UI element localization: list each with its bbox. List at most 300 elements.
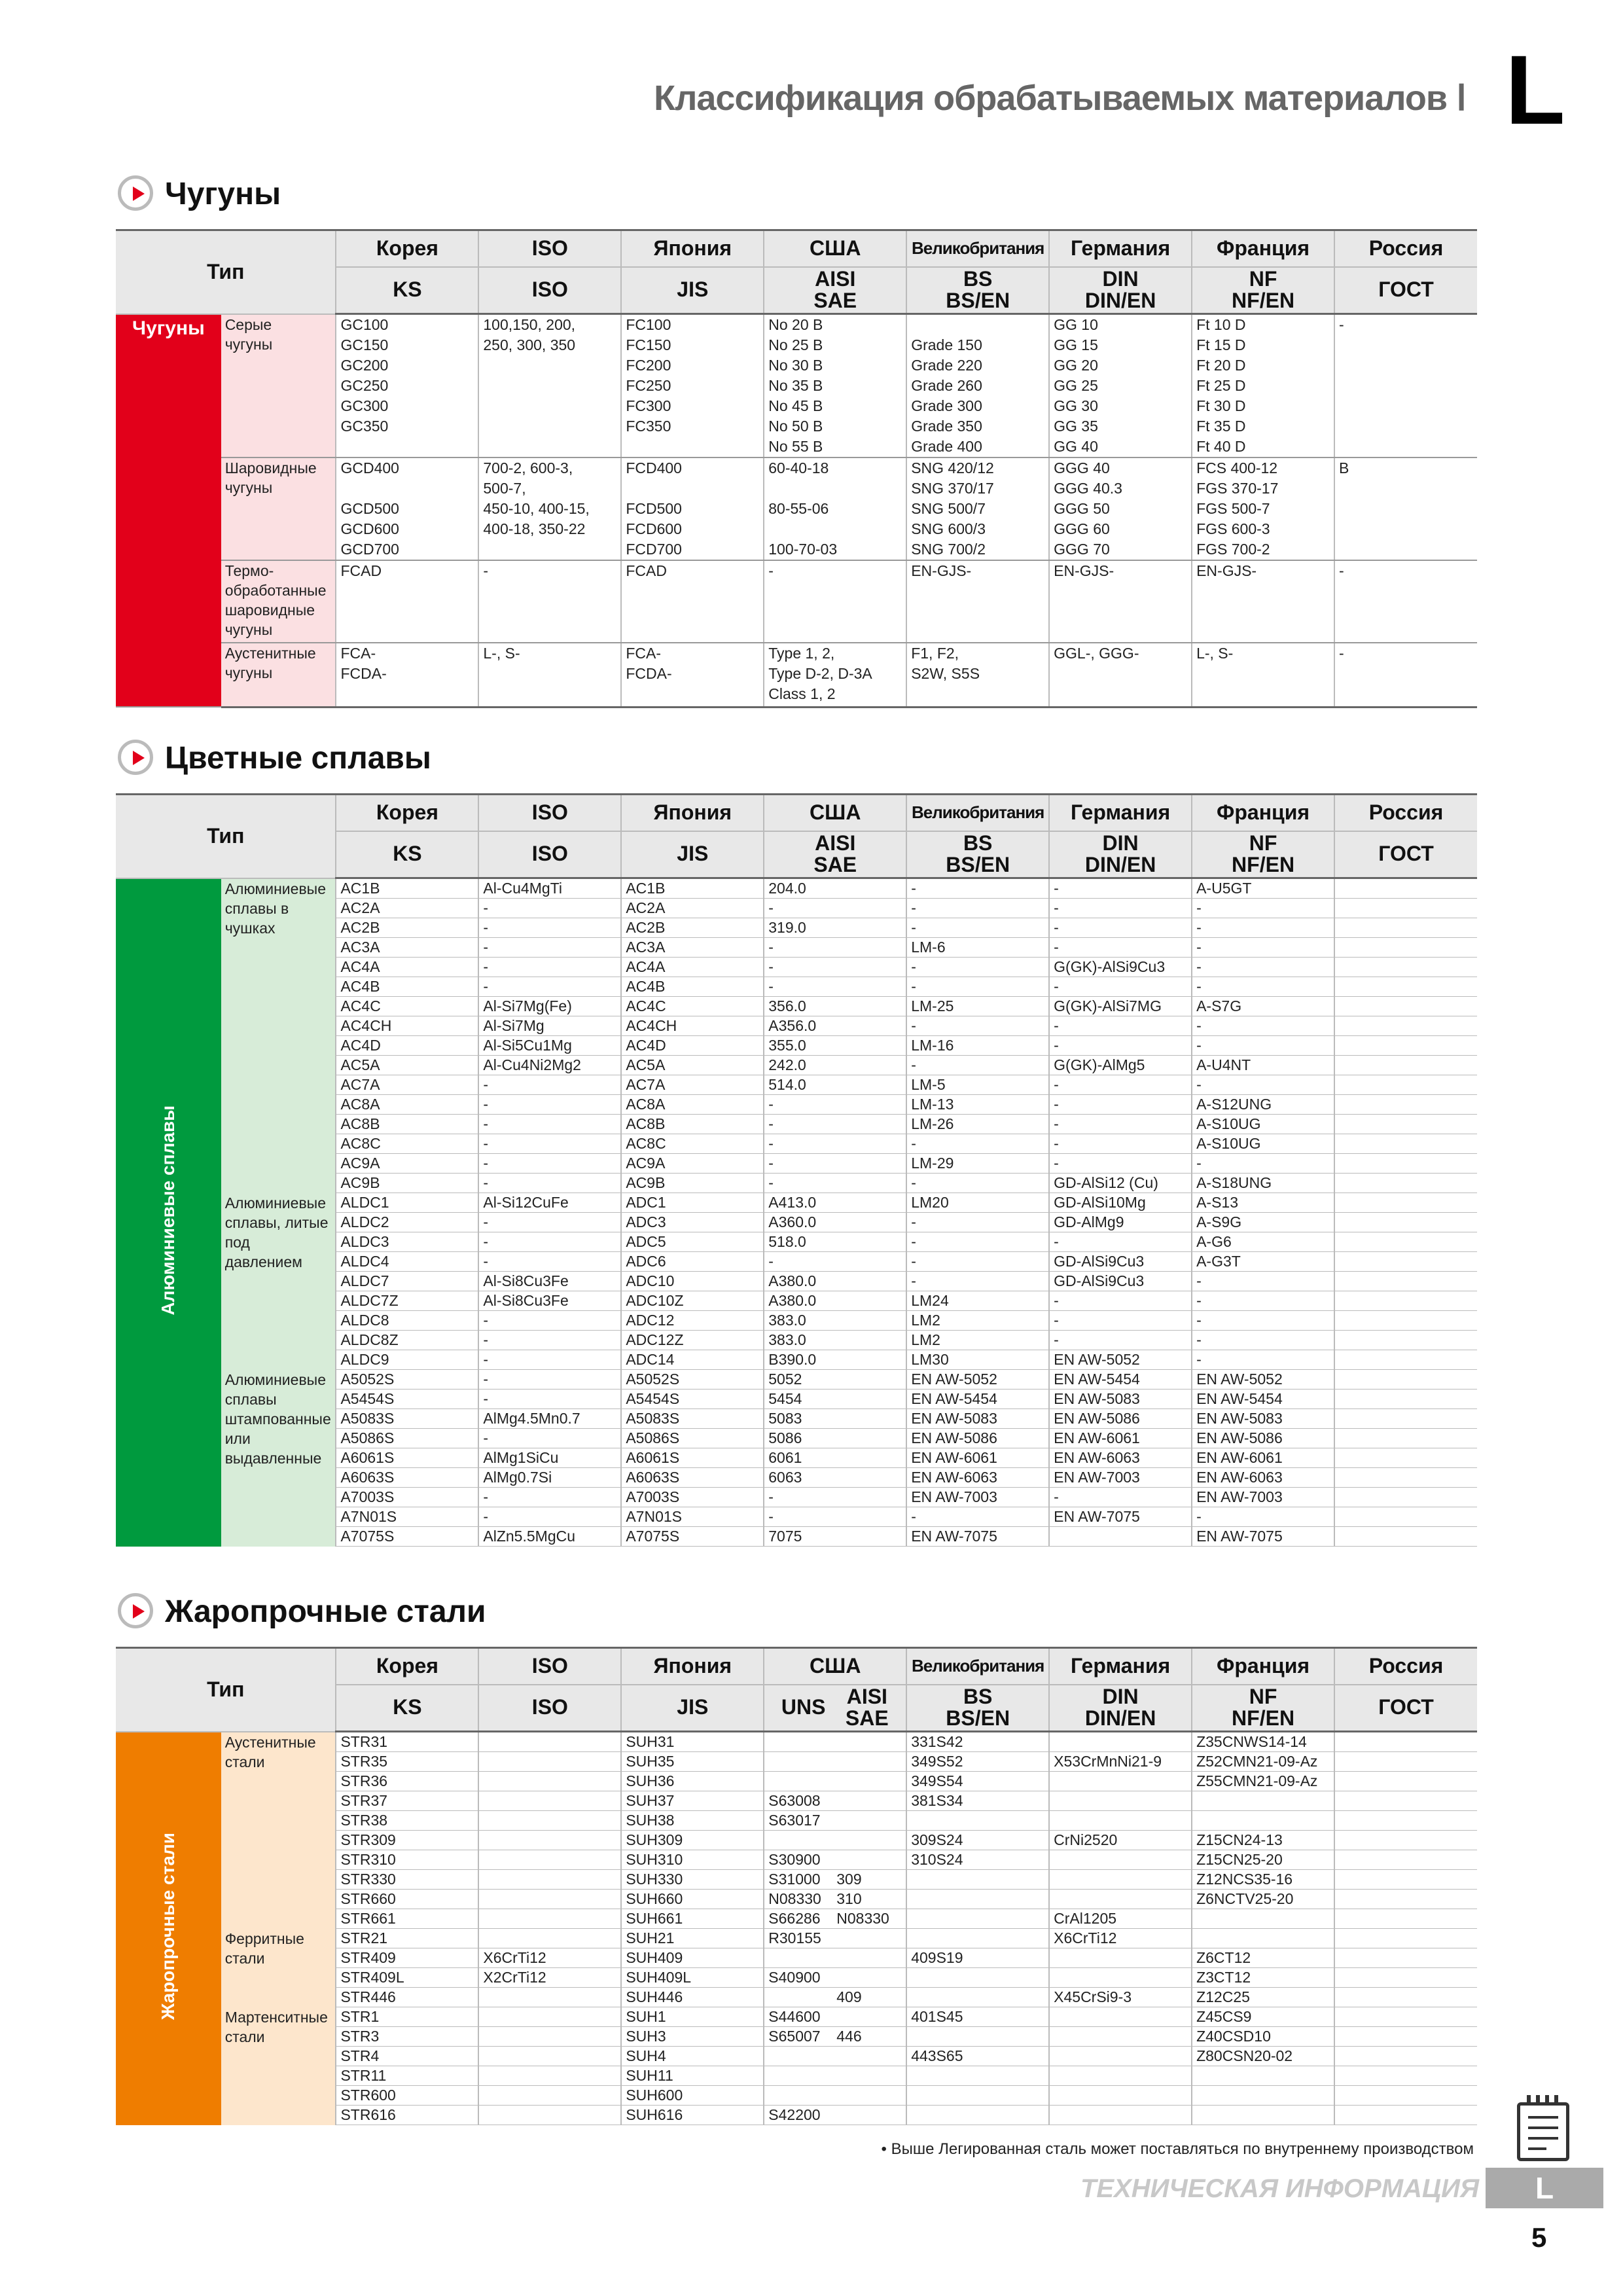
grade-cell (478, 2027, 621, 2047)
aisi-value: N08330 (836, 1910, 889, 1927)
grade-cell: 5086 (764, 1429, 906, 1448)
grade-cell: - (478, 560, 621, 643)
subgroup-cell: Аустенитные чугуны (221, 643, 336, 707)
grade-cell (764, 1948, 906, 1968)
grade-cell (1192, 1791, 1334, 1811)
grade-cell: Al-Cu4Ni2Mg2 (478, 1056, 621, 1075)
notebook-icon (1517, 2102, 1569, 2161)
grade-cell: CrNi2520 (1049, 1831, 1192, 1850)
grade-cell: SUH31 (621, 1732, 764, 1752)
grade-cell: - (1049, 938, 1192, 958)
grade-cell (764, 2007, 906, 2027)
grade-cell: A380.0 (764, 1291, 906, 1311)
grade-cell (478, 1772, 621, 1791)
country-header: Франция (1192, 1648, 1334, 1685)
standard-header: ISO (478, 1685, 621, 1732)
grade-cell (906, 1968, 1049, 1988)
play-icon (118, 1593, 153, 1628)
uns-value: S63008 (768, 1792, 821, 1809)
table-row (116, 1732, 1477, 1752)
grade-cell: - (764, 1174, 906, 1193)
country-header: Япония (621, 230, 764, 267)
grade-cell: X45CrSi9-3 (1049, 1988, 1192, 2007)
grade-cell (1334, 1968, 1477, 1988)
grade-cell: 355.0 (764, 1036, 906, 1056)
grade-cell: EN AW-6063 (906, 1468, 1049, 1488)
standard-header: DIN DIN/EN (1049, 267, 1192, 314)
grade-cell (1334, 2047, 1477, 2066)
country-header: ISO (478, 1648, 621, 1685)
grade-cell (1334, 1409, 1477, 1429)
page-title: Классификация обрабатываемых материалов Ⅰ (654, 79, 1466, 118)
grade-cell: GD-AlMg9 (1049, 1213, 1192, 1232)
standard-header: BS BS/EN (906, 267, 1049, 314)
grade-cell: 331S42 (906, 1732, 1049, 1752)
grade-cell: A-S12UNG (1192, 1095, 1334, 1115)
grade-cell: - (478, 1331, 621, 1350)
grade-cell (1049, 1732, 1192, 1752)
country-header: Германия (1049, 230, 1192, 267)
grade-cell: - (1334, 560, 1477, 643)
grade-cell: A413.0 (764, 1193, 906, 1213)
grade-cell: ALDC1 (336, 1193, 478, 1213)
grade-cell: EN AW-7075 (1192, 1527, 1334, 1547)
grade-cell: A380.0 (764, 1272, 906, 1291)
country-header: Франция (1192, 230, 1334, 267)
grade-cell: - (1049, 1095, 1192, 1115)
country-header: Германия (1049, 795, 1192, 831)
grade-cell: AlMg0.7Si (478, 1468, 621, 1488)
grade-cell: - (478, 938, 621, 958)
category-cell (116, 878, 221, 1547)
grade-cell: Ft 10 D Ft 15 D Ft 20 D Ft 25 D Ft 30 D Ft 35 D Ft 40 D (1192, 314, 1334, 458)
grade-cell: 7075 (764, 1527, 906, 1547)
grade-cell: - (1192, 958, 1334, 977)
grade-cell (764, 1752, 906, 1772)
aisi-value: 310 (836, 1890, 862, 1907)
table-row (116, 314, 1477, 458)
grade-cell: Z40CSD10 (1192, 2027, 1334, 2047)
grade-cell: - (764, 1115, 906, 1134)
table-row (116, 1370, 1477, 1390)
grade-cell: B390.0 (764, 1350, 906, 1370)
grade-cell (1334, 1075, 1477, 1095)
grade-cell (764, 1909, 906, 1929)
grade-cell: LM24 (906, 1291, 1049, 1311)
grade-cell: EN AW-5454 (906, 1390, 1049, 1409)
uns-value: S65007 (768, 2028, 821, 2045)
grade-cell: AC3A (621, 938, 764, 958)
aisi-value: 309 (836, 1871, 862, 1888)
grade-cell: - (1049, 1311, 1192, 1331)
grade-cell: EN AW-6063 (1192, 1468, 1334, 1488)
grade-cell: AlMg1SiCu (478, 1448, 621, 1468)
grade-cell: - (906, 958, 1049, 977)
standard-header: ГОСТ (1334, 267, 1477, 314)
country-header: Корея (336, 1648, 478, 1685)
grade-cell: - (1192, 899, 1334, 918)
grade-cell (478, 1831, 621, 1850)
grade-cell (1049, 1890, 1192, 1909)
grade-cell: 310S24 (906, 1850, 1049, 1870)
grade-cell: STR409L (336, 1968, 478, 1988)
subgroup-cell: Шаровидные чугуны (221, 457, 336, 560)
grade-cell: 309S24 (906, 1831, 1049, 1850)
grade-cell: STR616 (336, 2106, 478, 2125)
grade-cell (1334, 1909, 1477, 1929)
grade-cell: 242.0 (764, 1056, 906, 1075)
grade-cell (478, 2047, 621, 2066)
grade-cell: FCS 400-12 FGS 370-17 FGS 500-7 FGS 600-3 FGS 700-2 (1192, 457, 1334, 560)
standard-header: KS (336, 831, 478, 878)
grade-cell: - (1192, 1350, 1334, 1370)
grade-cell (1334, 1507, 1477, 1527)
uns-value: S63017 (768, 1812, 821, 1829)
grade-cell: EN AW-5052 (1049, 1350, 1192, 1370)
grade-cell: - (478, 1311, 621, 1331)
grade-cell: SUH600 (621, 2086, 764, 2106)
grade-cell (1334, 878, 1477, 899)
grade-cell: AC2A (336, 899, 478, 918)
grade-cell (1334, 1948, 1477, 1968)
grade-cell: 349S54 (906, 1772, 1049, 1791)
grade-cell: - (1192, 1036, 1334, 1056)
grade-cell: A-S10UG (1192, 1134, 1334, 1154)
subgroup-cell: Мартенситные стали (221, 2007, 336, 2125)
grade-cell: AC9B (621, 1174, 764, 1193)
grade-cell: EN AW-5052 (1192, 1370, 1334, 1390)
grade-cell: FCAD (336, 560, 478, 643)
grade-cell: AC2B (621, 918, 764, 938)
grade-cell: AC2A (621, 899, 764, 918)
grade-cell (764, 1732, 906, 1752)
grade-cell (1334, 1791, 1477, 1811)
grade-cell: AC4A (336, 958, 478, 977)
grade-cell (1334, 1448, 1477, 1468)
grade-cell: STR38 (336, 1811, 478, 1831)
grade-cell (906, 2106, 1049, 2125)
grade-cell: SUH310 (621, 1850, 764, 1870)
grade-cell: X53CrMnNi21-9 (1049, 1752, 1192, 1772)
grade-cell: GGL-, GGG- (1049, 643, 1192, 707)
grade-cell: - (764, 1154, 906, 1174)
grade-cell (1049, 1527, 1192, 1547)
grade-cell: EN AW-5454 (1192, 1390, 1334, 1409)
grade-cell (1334, 1134, 1477, 1154)
grade-cell (1334, 1036, 1477, 1056)
grade-cell: - (1192, 1272, 1334, 1291)
grade-cell (1334, 2106, 1477, 2125)
grade-cell: AC8A (336, 1095, 478, 1115)
grade-cell: Type 1, 2, Type D-2, D-3A Class 1, 2 (764, 643, 906, 707)
grade-cell: X2CrTi12 (478, 1968, 621, 1988)
grade-cell: - (906, 977, 1049, 997)
grade-cell: ALDC8Z (336, 1331, 478, 1350)
grade-cell: - (1049, 1134, 1192, 1154)
grade-cell: G(GK)-AlSi7MG (1049, 997, 1192, 1016)
section-letter: L (1505, 35, 1565, 145)
grade-cell: - (1049, 1232, 1192, 1252)
grade-cell (478, 1890, 621, 1909)
grade-cell: ADC1 (621, 1193, 764, 1213)
grade-cell (1334, 1193, 1477, 1213)
grade-cell: 6061 (764, 1448, 906, 1468)
grade-cell (1334, 958, 1477, 977)
grade-cell: ALDC7 (336, 1272, 478, 1291)
grade-cell: GCD400 GCD500 GCD600 GCD700 (336, 457, 478, 560)
grade-cell: - (478, 1370, 621, 1390)
grade-cell (1334, 2027, 1477, 2047)
grade-cell: Z12C25 (1192, 1988, 1334, 2007)
grade-cell: SUH446 (621, 1988, 764, 2007)
grade-cell: X6CrTi12 (1049, 1929, 1192, 1948)
grade-cell: A6061S (336, 1448, 478, 1468)
grade-cell: ADC12 (621, 1311, 764, 1331)
grade-cell: GD-AlSi12 (Cu) (1049, 1174, 1192, 1193)
standard-header: BS BS/EN (906, 831, 1049, 878)
grade-cell: 319.0 (764, 918, 906, 938)
grade-cell: 6063 (764, 1468, 906, 1488)
grade-cell: SUH38 (621, 1811, 764, 1831)
grade-cell: EN AW-5086 (906, 1429, 1049, 1448)
grade-cell: EN AW-6061 (906, 1448, 1049, 1468)
grade-cell (1334, 1016, 1477, 1036)
grade-cell: EN AW-7075 (1049, 1507, 1192, 1527)
table-row (116, 643, 1477, 707)
grade-cell: - (1049, 1488, 1192, 1507)
grade-cell: - (1192, 938, 1334, 958)
grade-cell: 5083 (764, 1409, 906, 1429)
grade-cell (1334, 1213, 1477, 1232)
grade-cell (906, 1929, 1049, 1948)
section-title-heat-resistant: Жаропрочные стали (118, 1589, 486, 1635)
aisi-value: 446 (836, 2028, 862, 2045)
grade-cell: Z15CN24-13 (1192, 1831, 1334, 1850)
standard-header (764, 1685, 906, 1732)
grade-cell (1334, 938, 1477, 958)
grade-cell (478, 2066, 621, 2086)
grade-cell: SUH660 (621, 1890, 764, 1909)
table-row (116, 878, 1477, 899)
grade-cell: STR661 (336, 1909, 478, 1929)
table-row (116, 1193, 1477, 1213)
grade-cell: AC5A (336, 1056, 478, 1075)
grade-cell (1192, 1811, 1334, 1831)
grade-cell (764, 2066, 906, 2086)
grade-cell: - (1049, 918, 1192, 938)
grade-cell: LM20 (906, 1193, 1049, 1213)
grade-cell: A-S9G (1192, 1213, 1334, 1232)
grade-cell (1334, 1291, 1477, 1311)
grade-cell: AC2B (336, 918, 478, 938)
grade-cell: AC4C (336, 997, 478, 1016)
grade-cell: EN-GJS- (906, 560, 1049, 643)
grade-cell (478, 1929, 621, 1948)
grade-cell (1334, 2086, 1477, 2106)
grade-cell: A7003S (621, 1488, 764, 1507)
grade-cell: Z35CNWS14-14 (1192, 1732, 1334, 1752)
category-cell (116, 1732, 221, 2125)
table-row (116, 560, 1477, 643)
grade-cell: LM-16 (906, 1036, 1049, 1056)
grade-cell: - (906, 878, 1049, 899)
grade-cell: - (1192, 1331, 1334, 1350)
standard-header: KS (336, 267, 478, 314)
country-header: Россия (1334, 230, 1477, 267)
grade-cell: SUH1 (621, 2007, 764, 2027)
grade-cell: LM30 (906, 1350, 1049, 1370)
grade-cell (1334, 1870, 1477, 1890)
grade-cell: EN AW-5086 (1049, 1409, 1192, 1429)
grade-cell (1049, 2086, 1192, 2106)
grade-cell: A6061S (621, 1448, 764, 1468)
grade-cell: EN-GJS- (1049, 560, 1192, 643)
grade-cell: - (764, 977, 906, 997)
grade-cell: AC4B (621, 977, 764, 997)
grade-cell (1334, 1115, 1477, 1134)
grade-cell: AC1B (336, 878, 478, 899)
grade-cell: - (478, 1095, 621, 1115)
grade-cell: LM2 (906, 1311, 1049, 1331)
standard-header: NF NF/EN (1192, 1685, 1334, 1732)
grade-cell: - (1049, 977, 1192, 997)
grade-cell: ADC12Z (621, 1331, 764, 1350)
grade-cell: STR309 (336, 1831, 478, 1850)
grade-cell (764, 1988, 906, 2007)
grade-cell: - (1192, 1154, 1334, 1174)
grade-cell: 5454 (764, 1390, 906, 1409)
footer-letter-badge: L (1486, 2168, 1603, 2208)
grade-cell (1192, 1929, 1334, 1948)
country-header: ISO (478, 795, 621, 831)
grade-cell: STR37 (336, 1791, 478, 1811)
standard-header: JIS (621, 1685, 764, 1732)
grade-cell: EN AW-5083 (1049, 1390, 1192, 1409)
standard-header: KS (336, 1685, 478, 1732)
grade-cell: STR310 (336, 1850, 478, 1870)
grade-cell: A7075S (621, 1527, 764, 1547)
country-header: США (764, 795, 906, 831)
country-header: Япония (621, 795, 764, 831)
grade-cell: - (1049, 1036, 1192, 1056)
grade-cell: - (1192, 977, 1334, 997)
grade-cell: A-S18UNG (1192, 1174, 1334, 1193)
grade-cell: A7N01S (621, 1507, 764, 1527)
grade-cell: AC8A (621, 1095, 764, 1115)
grade-cell: STR1 (336, 2007, 478, 2027)
grade-cell: A-U5GT (1192, 878, 1334, 899)
grade-cell: AC4D (621, 1036, 764, 1056)
grade-cell: AC8C (621, 1134, 764, 1154)
grade-cell: ALDC7Z (336, 1291, 478, 1311)
grade-cell (1334, 1095, 1477, 1115)
grade-cell: AC4C (621, 997, 764, 1016)
grade-cell: Z6CT12 (1192, 1948, 1334, 1968)
grade-cell (906, 2086, 1049, 2106)
grade-cell (1334, 1527, 1477, 1547)
grade-cell: ADC5 (621, 1232, 764, 1252)
uns-value: N08330 (768, 1890, 821, 1907)
grade-cell (1334, 977, 1477, 997)
grade-cell (906, 1890, 1049, 1909)
standard-header: ГОСТ (1334, 831, 1477, 878)
section-title-nonferrous: Цветные сплавы (118, 736, 431, 781)
grade-cell: - (906, 1213, 1049, 1232)
grade-cell: - (764, 560, 906, 643)
play-icon (118, 740, 153, 775)
type-header: Тип (116, 795, 336, 878)
grade-cell: EN AW-5083 (906, 1409, 1049, 1429)
grade-cell: AC9A (336, 1154, 478, 1174)
grade-cell: Al-Cu4MgTi (478, 878, 621, 899)
standard-header: ISO (478, 831, 621, 878)
standard-header: AISI SAE (764, 267, 906, 314)
grade-cell: STR3 (336, 2027, 478, 2047)
grade-cell: AC4CH (621, 1016, 764, 1036)
grade-cell (764, 2047, 906, 2066)
grade-cell: AlMg4.5Mn0.7 (478, 1409, 621, 1429)
grade-cell: Z80CSN20-02 (1192, 2047, 1334, 2066)
grade-cell (906, 1811, 1049, 1831)
grade-cell: SUH409 (621, 1948, 764, 1968)
country-header: Корея (336, 795, 478, 831)
grade-cell: AC4CH (336, 1016, 478, 1036)
grade-cell: AC8B (336, 1115, 478, 1134)
grade-cell: STR4 (336, 2047, 478, 2066)
standard-header: ГОСТ (1334, 1685, 1477, 1732)
type-header: Тип (116, 230, 336, 314)
grade-cell: STR36 (336, 1772, 478, 1791)
grade-cell: CrAl1205 (1049, 1909, 1192, 1929)
grade-cell (1334, 2066, 1477, 2086)
grade-cell: - (1334, 643, 1477, 707)
grade-cell (1334, 1811, 1477, 1831)
grade-cell (478, 2106, 621, 2125)
grade-cell: ADC14 (621, 1350, 764, 1370)
grade-cell: EN AW-7075 (906, 1527, 1049, 1547)
grade-cell: A-G3T (1192, 1252, 1334, 1272)
grade-cell: SUH309 (621, 1831, 764, 1850)
grade-cell: A356.0 (764, 1016, 906, 1036)
grade-cell: - (764, 1488, 906, 1507)
grade-cell: - (1049, 1115, 1192, 1134)
grade-cell (764, 2086, 906, 2106)
grade-cell: Al-Si12CuFe (478, 1193, 621, 1213)
standard-header: JIS (621, 831, 764, 878)
country-header: ISO (478, 230, 621, 267)
grade-cell (1334, 1890, 1477, 1909)
grade-cell: AC8B (621, 1115, 764, 1134)
grade-cell: - (906, 1272, 1049, 1291)
grade-cell: - (478, 1174, 621, 1193)
grade-cell (764, 1772, 906, 1791)
country-header: Великобритания (906, 230, 1049, 267)
grade-cell: AC9B (336, 1174, 478, 1193)
grade-cell: AlZn5.5MgCu (478, 1527, 621, 1547)
grade-cell (764, 1811, 906, 1831)
grade-cell: A-U4NT (1192, 1056, 1334, 1075)
grade-cell: FC100 FC150 FC200 FC250 FC300 FC350 (621, 314, 764, 458)
grade-cell: - (478, 918, 621, 938)
aisi-sae-header: AISI SAE (845, 1684, 889, 1731)
table-row (116, 2007, 1477, 2027)
uns-value: S31000 (768, 1871, 821, 1888)
grade-cell: 204.0 (764, 878, 906, 899)
grade-cell: FCA- FCDA- (336, 643, 478, 707)
grade-cell: - (478, 1429, 621, 1448)
grade-cell: ALDC9 (336, 1350, 478, 1370)
grade-cell: Grade 150 Grade 220 Grade 260 Grade 300 Grade 350 Grade 400 (906, 314, 1049, 458)
